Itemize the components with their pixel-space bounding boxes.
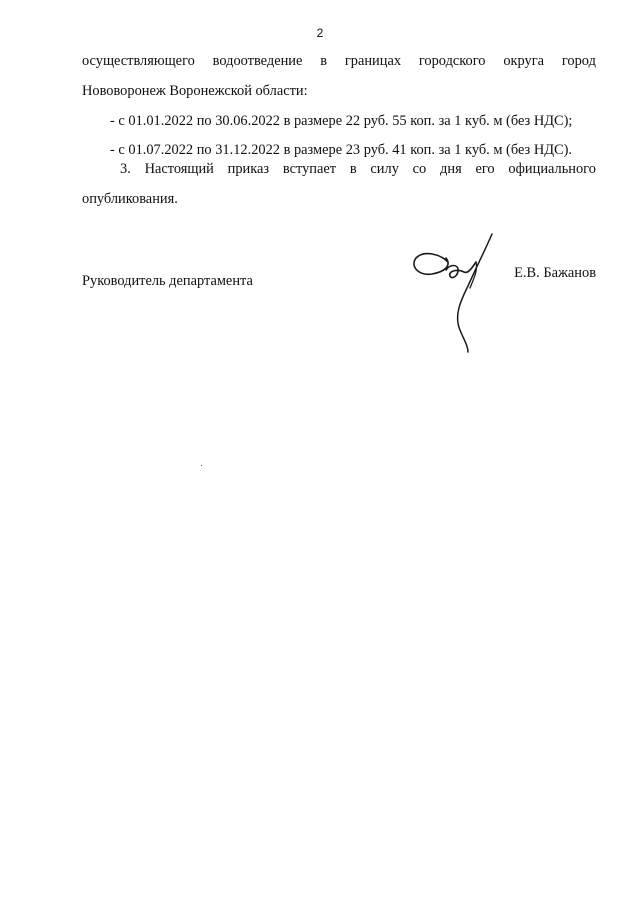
word: силу bbox=[370, 161, 399, 177]
word: округа bbox=[503, 53, 545, 69]
word: 3. bbox=[120, 161, 131, 177]
word: в bbox=[349, 161, 357, 177]
word: приказ bbox=[227, 161, 270, 177]
signer-title: Руководитель департамента bbox=[82, 273, 253, 289]
word: границах bbox=[344, 53, 402, 69]
word: со bbox=[412, 161, 427, 177]
clause-3-line-1 bbox=[120, 160, 596, 178]
word: Настоящий bbox=[144, 161, 214, 177]
word: осуществляющего bbox=[82, 53, 195, 69]
word: город bbox=[561, 53, 596, 69]
word: его bbox=[475, 161, 495, 177]
clause-3-line-2: опубликования. bbox=[82, 191, 178, 207]
paragraph-line-2: Нововоронеж Воронежской области: bbox=[82, 83, 308, 99]
word: вступает bbox=[282, 161, 337, 177]
tariff-item-2: - с 01.07.2022 по 31.12.2022 в размере 23 руб. 41 коп. за 1 куб. м (без НДС). bbox=[110, 142, 573, 158]
page-number: 2 bbox=[316, 26, 324, 40]
handwritten-signature-icon bbox=[410, 228, 510, 354]
word: официального bbox=[508, 161, 596, 177]
paragraph-line-1 bbox=[82, 52, 596, 70]
signer-name: Е.В. Бажанов bbox=[514, 265, 596, 281]
word: дня bbox=[440, 161, 462, 177]
tariff-item-1: - с 01.01.2022 по 30.06.2022 в размере 22 руб. 55 коп. за 1 куб. м (без НДС); bbox=[110, 113, 573, 129]
scan-speck bbox=[201, 465, 202, 466]
word: в bbox=[320, 53, 328, 69]
word: городского bbox=[418, 53, 486, 69]
word: водоотведение bbox=[212, 53, 303, 69]
